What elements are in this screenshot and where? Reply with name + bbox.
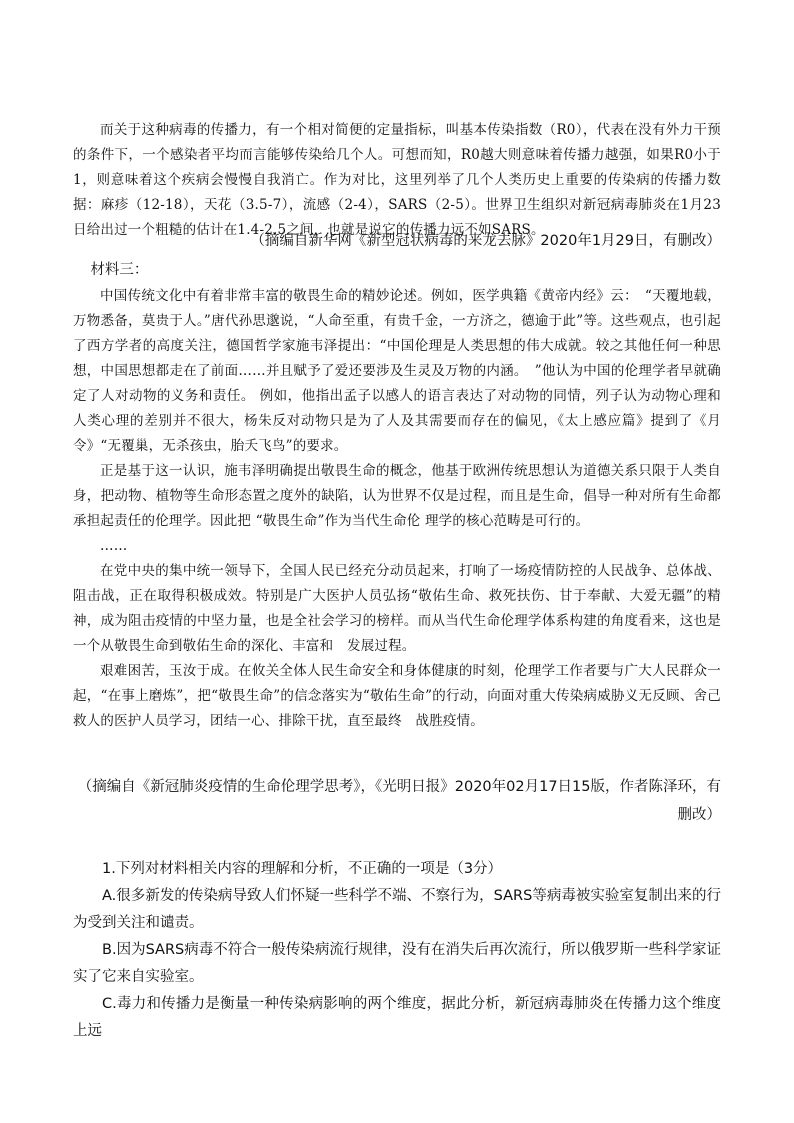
material-three-heading: 材料三： [90, 262, 149, 278]
option-b: B.因为SARS病毒不符合一般传染病流行规律，没有在消失后再次流行，所以俄罗斯一些科学家证实了它来自实验室。 [73, 942, 721, 985]
option-c: C.毒力和传播力是衡量一种传染病影响的两个维度，据此分析，新冠病毒肺炎在传播力这个维度上远 [73, 996, 721, 1039]
material-two-source-text: （摘编自新华网《新型冠状病毒的来龙去脉》2020年1月29日，有删改） [250, 233, 721, 249]
material-three-paragraph-1: 中国传统文化中有着非常丰富的敬畏生命的精妙论述。例如，医学典籍《黄帝内经》云： “天覆地载，万物悉备，莫贵于人。”唐代孙思邈说，“人命至重，有贵千金，一方济之，德逾于此”等。这些观点，也引起了西方学者的高度关注，德国哲学家施韦泽提出：“中国伦理是人类思想的伟大成就。较之其他任何一种思想，中国思想都走在了前面……并且赋予了爱还要涉及生灵及万物的内涵。 ”他认为中国的伦理学者早就确定了人对动物的义务和责任。 例如，他指出孟子以感人的语言表达了对动物的同情，列子认为动物心理和人类心理的差别并不很大，杨朱反对动物只是为了人及其需要而存在的偏见，《太上感应篇》提到了《月令》“无覆巢，无杀孩虫，胎夭飞鸟”的要求。 [73, 288, 721, 454]
material-three-ellipsis: …… [100, 538, 128, 554]
question-stem: 1.下列对材料相关内容的理解和分析，不正确的一项是（3分） [102, 861, 503, 877]
material-three-source [73, 773, 721, 829]
question-block [73, 856, 721, 1045]
material-three-heading-block [73, 257, 721, 283]
material-three-paragraph-3: 在党中央的集中统一领导下，全国人民已经充分动员起来，打响了一场疫情防控的人民战争、总体战、阻击战，正在取得积极成效。特别是广大医护人员弘扬“敬佑生命、救死扶伤、甘于奉献、大爱无疆”的精神，成为阻击疫情的中坚力量，也是全社会学习的榜样。而从当代生命伦理学体系构建的角度看来，这也是一个从敬畏生命到敬佑生命的深化、丰富和 发展过程。 [73, 563, 721, 654]
option-a: A.很多新发的传染病导致人们怀疑一些科学不端、不察行为，SARS等病毒被实验室复制出来的行为受到关注和谴责。 [73, 888, 721, 931]
material-two-paragraph: 而关于这种病毒的传播力，有一个相对简便的定量指标，叫基本传染指数（R0），代表在没有外力干预的条件下，一个感染者平均而言能够传染给几个人。可想而知，R0越大则意味着传播力越强，如果R0小于1，则意味着这个疾病会慢慢自我消亡。作为对比，这里列举了几个人类历史上重要的传染病的传播力数据：麻疹（12-18），天花（3.5-7），流感（2-4），SARS（2-5）。世界卫生组织对新冠病毒肺炎在1月23日给出过一个粗糙的估计在1.4-2.5之间，也就是说它的传播力远不如SARS。 [73, 122, 721, 238]
material-three-paragraph-2: 正是基于这一认识，施韦泽明确提出敬畏生命的概念，他基于欧洲传统思想认为道德关系只限于人类自身，把动物、植物等生命形态置之度外的缺陷，认为世界不仅是过程，而且是生命，倡导一种对所有生命都承担起责任的伦理学。因此把 “敬畏生命”作为当代生命伦 理学的核心范畴是可行的。 [73, 463, 721, 529]
material-two-block [73, 118, 721, 243]
material-three-body [73, 284, 721, 734]
material-three-paragraph-4: 艰难困苦，玉汝于成。在攸关全体人民生命安全和身体健康的时刻，伦理学工作者要与广大人民群众一起，“在事上磨炼”，把“敬畏生命”的信念落实为“敬佑生命”的行动，向面对重大传染病威胁义无反顾、舍己救人的医护人员学习，团结一心、排除干扰，直至最终 战胜疫情。 [73, 663, 721, 729]
material-two-source [73, 228, 721, 255]
material-three-source-text: （摘编自《新冠肺炎疫情的生命伦理学思考》，《光明日报》2020年02月17日15版，作者陈泽环，有删改） [77, 779, 721, 823]
